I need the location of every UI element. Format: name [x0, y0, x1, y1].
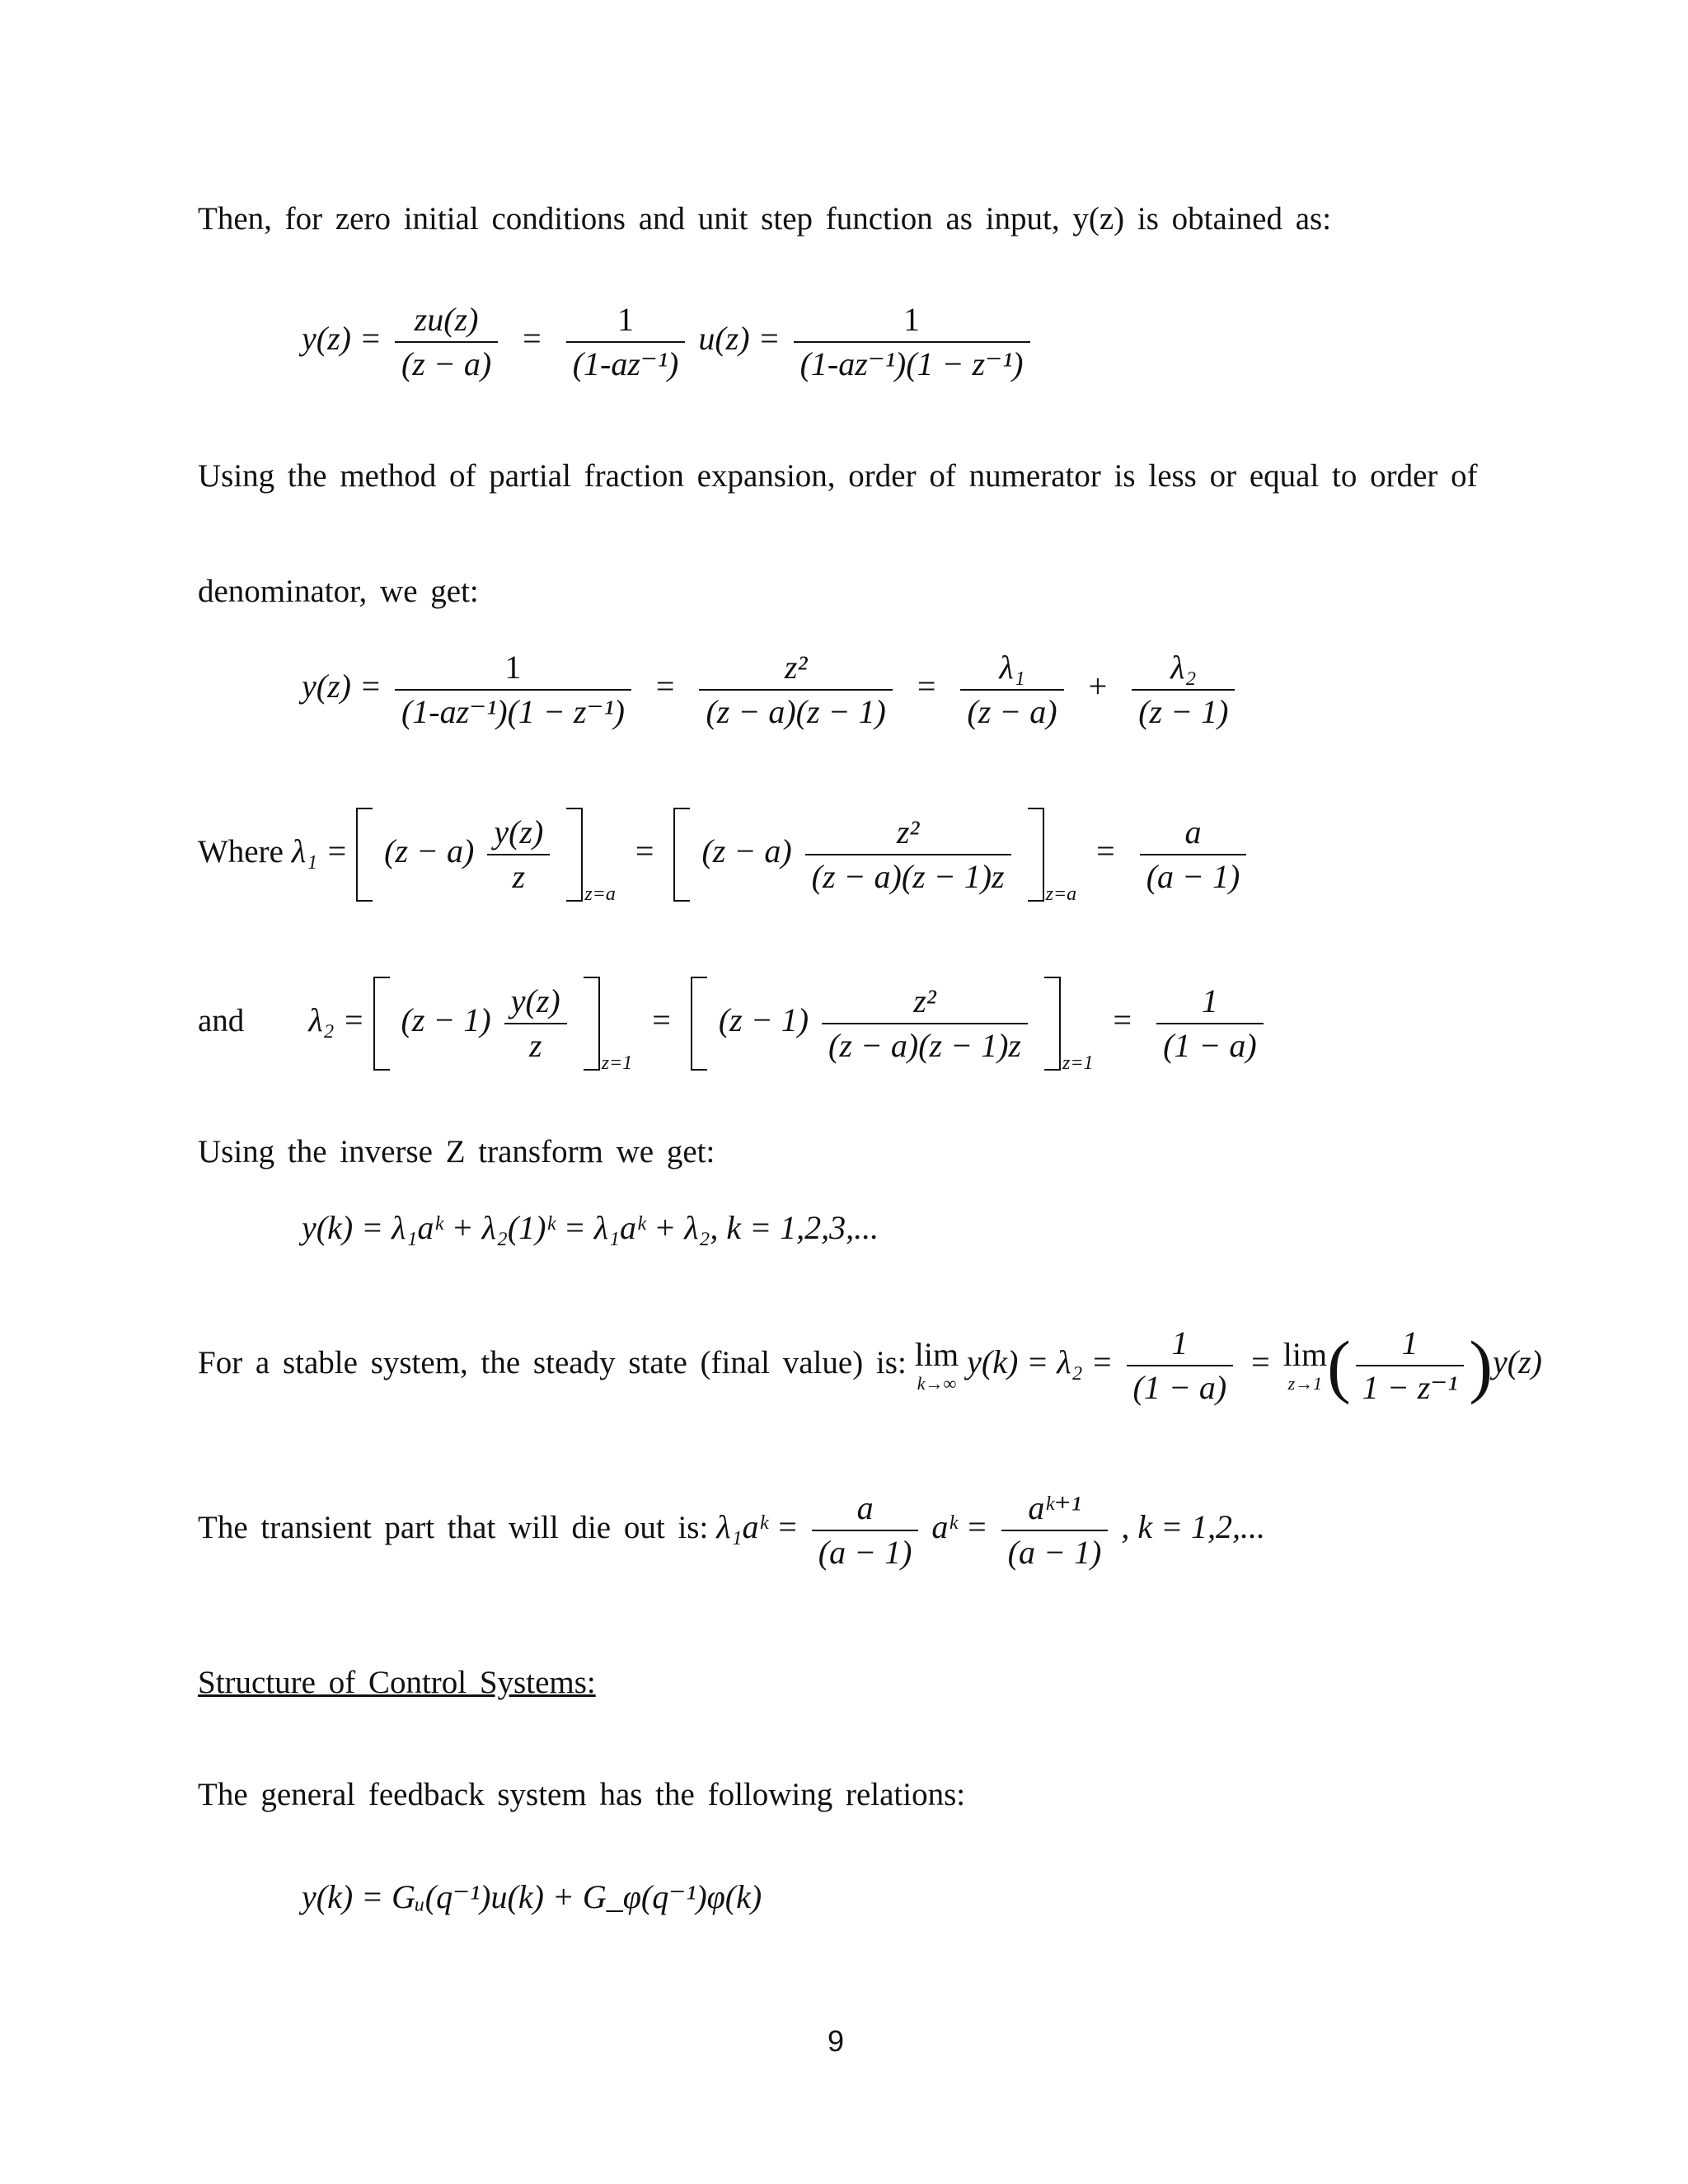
ss-yz: y(z) — [1493, 1343, 1542, 1381]
eq3-fraction-3 — [1140, 813, 1247, 895]
right-bracket — [1028, 808, 1044, 902]
eq1-f1-denominator: (z − a) — [395, 341, 498, 381]
partial-fraction-paragraph-cont: denominator, we get: — [198, 574, 479, 609]
tr-f2-denominator: (a − 1) — [1001, 1530, 1109, 1569]
eq3-factor: (z − a) — [384, 832, 475, 870]
eq2-fraction-3 — [960, 651, 1063, 729]
right-bracket — [584, 977, 600, 1071]
tr-f1-numerator: a — [856, 1489, 874, 1526]
inverse-z-paragraph: Using the inverse Z transform we get: — [198, 1134, 715, 1169]
transient-text: The transient part that will die out is: — [198, 1510, 709, 1546]
eq4-f3-denominator: (1 − a) — [1156, 1023, 1264, 1062]
eq4-factor-2: (z − 1) — [718, 1001, 809, 1039]
right-paren: ) — [1469, 1326, 1493, 1405]
equation-yk: y(k) = λ₁aᵏ + λ₂(1)ᵏ = λ₁aᵏ + λ₂, k = 1,2,3,... — [302, 1209, 879, 1246]
feedback-paragraph: The general feedback system has the following relations: — [198, 1777, 966, 1812]
transient-tail: , k = 1,2,... — [1121, 1508, 1266, 1546]
ss-middle: y(k) = λ₂ = — [967, 1343, 1114, 1381]
eq2-plus: + — [1088, 668, 1108, 705]
eval-z-1: z=1 — [601, 1052, 633, 1075]
partial-fraction-paragraph: Using the method of partial fraction expansion, order of numerator is less or equal to order of — [198, 458, 1478, 494]
eq1-fraction-3 — [794, 303, 1030, 381]
equation-lambda1 — [198, 808, 1251, 904]
eq2-f1-denominator: (1-az⁻¹)(1 − z⁻¹) — [395, 689, 631, 729]
eq1-lhs: y(z) = — [302, 320, 382, 358]
transient-line — [198, 1489, 1266, 1571]
tr-f1-denominator: (a − 1) — [812, 1530, 919, 1569]
eq2-f3-denominator: (z − a) — [960, 689, 1063, 729]
equation-feedback: y(k) = Gᵤ(q⁻¹)u(k) + G_φ(q⁻¹)φ(k) — [302, 1878, 762, 1915]
transient-fraction-2 — [1001, 1489, 1109, 1571]
eq4-f2-numerator: z² — [913, 982, 936, 1019]
ss-f2-numerator: 1 — [1401, 1324, 1418, 1361]
ss-f1-denominator: (1 − a) — [1127, 1365, 1234, 1404]
eq2-equals-1: = — [655, 668, 675, 705]
eq1-fraction-2 — [566, 303, 686, 381]
eq3-f1-numerator: y(z) — [494, 813, 544, 851]
eq2-fraction-1 — [395, 651, 631, 729]
eval-z-a-2: z=a — [1045, 883, 1077, 906]
page-number: 9 — [828, 2024, 845, 2058]
eq2-equals-2: = — [917, 668, 936, 705]
transient-ak: aᵏ = — [931, 1508, 988, 1546]
eq2-f4-numerator: λ₂ — [1170, 649, 1197, 686]
eq3-factor-2: (z − a) — [701, 832, 792, 870]
eq3-fraction-2 — [805, 813, 1011, 895]
eq1-f1-numerator: zu(z) — [414, 301, 479, 338]
ss-f1-numerator: 1 — [1171, 1324, 1189, 1361]
tr-f2-numerator: aᵏ⁺¹ — [1028, 1489, 1081, 1526]
eq4-f1-numerator: y(z) — [510, 982, 560, 1019]
right-bracket — [566, 808, 583, 902]
eq4-factor: (z − 1) — [401, 1001, 491, 1039]
ss-fraction-1 — [1127, 1324, 1234, 1406]
lim-k-inf — [915, 1338, 959, 1393]
left-bracket — [373, 977, 390, 1071]
intro-paragraph: Then, for zero initial conditions and unit step function as input, y(z) is obtained as: — [198, 201, 1332, 237]
lim-word-2: lim — [1282, 1336, 1328, 1373]
eq3-equals-1: = — [635, 832, 654, 870]
eq4-equals-1: = — [652, 1001, 671, 1039]
eq2-f2-numerator: z² — [784, 649, 808, 686]
eq1-fraction-1 — [395, 303, 498, 381]
eq4-equals-2: = — [1113, 1001, 1132, 1039]
steady-state-line — [198, 1324, 1542, 1406]
steady-state-text: For a stable system, the steady state (final value) is: — [198, 1345, 907, 1381]
equation-yz-1 — [302, 303, 1035, 381]
eq4-lhs: λ₂ = — [308, 1001, 365, 1039]
right-bracket — [1044, 977, 1061, 1071]
eq4-f2-denominator: (z − a)(z − 1)z — [822, 1023, 1028, 1062]
left-bracket — [673, 808, 690, 902]
eq4-fraction-1 — [504, 982, 567, 1064]
eq3-f1-denominator: z — [487, 854, 550, 893]
eq2-f3-numerator: λ₁ — [999, 649, 1025, 686]
eq1-f3-denominator: (1-az⁻¹)(1 − z⁻¹) — [794, 341, 1030, 381]
left-paren: ( — [1327, 1326, 1351, 1405]
ss-fraction-2 — [1356, 1324, 1465, 1406]
eq3-lhs: λ₁ = — [291, 832, 349, 870]
left-bracket — [356, 808, 373, 902]
lim-z-1 — [1283, 1338, 1327, 1393]
eval-z-1-2: z=1 — [1062, 1052, 1094, 1075]
transient-fraction-1 — [812, 1489, 919, 1571]
eq4-fraction-3 — [1156, 982, 1264, 1064]
ss-f2-denominator: 1 − z⁻¹ — [1356, 1365, 1465, 1404]
ss-equals: = — [1251, 1343, 1270, 1381]
eval-z-a: z=a — [584, 883, 616, 906]
eq3-f2-numerator: z² — [896, 813, 920, 851]
eq3-equals-2: = — [1096, 832, 1115, 870]
eq4-f1-denominator: z — [504, 1023, 567, 1062]
lim-subscript-2: z→1 — [1287, 1373, 1323, 1394]
eq1-f2-numerator: 1 — [617, 301, 635, 338]
and-label: and — [198, 1003, 245, 1039]
eq3-f3-numerator: a — [1184, 813, 1202, 851]
eq1-f3-numerator: 1 — [903, 301, 921, 338]
equation-yz-partial — [302, 651, 1240, 729]
eq3-f2-denominator: (z − a)(z − 1)z — [805, 854, 1011, 893]
lim-word: lim — [914, 1336, 959, 1373]
eq2-f4-denominator: (z − 1) — [1132, 689, 1235, 729]
eq2-fraction-4 — [1132, 651, 1235, 729]
where-label: Where — [198, 834, 284, 870]
eq2-lhs: y(z) = — [302, 668, 382, 705]
lim-subscript: k→∞ — [917, 1373, 957, 1394]
transient-lhs: λ₁aᵏ = — [716, 1508, 799, 1546]
section-heading: Structure of Control Systems: — [198, 1665, 596, 1700]
eq1-f2-denominator: (1-az⁻¹) — [566, 341, 686, 381]
eq4-fraction-2 — [822, 982, 1028, 1064]
eq3-f3-denominator: (a − 1) — [1140, 854, 1247, 893]
eq2-f2-denominator: (z − a)(z − 1) — [699, 689, 892, 729]
equation-lambda2 — [198, 977, 1268, 1073]
eq2-fraction-2 — [699, 651, 892, 729]
eq1-uz: u(z) = — [698, 320, 781, 358]
eq4-f3-numerator: 1 — [1201, 982, 1218, 1019]
left-bracket — [691, 977, 707, 1071]
eq1-equals: = — [523, 320, 542, 358]
eq2-f1-numerator: 1 — [504, 649, 522, 686]
eq3-fraction-1 — [487, 813, 550, 895]
